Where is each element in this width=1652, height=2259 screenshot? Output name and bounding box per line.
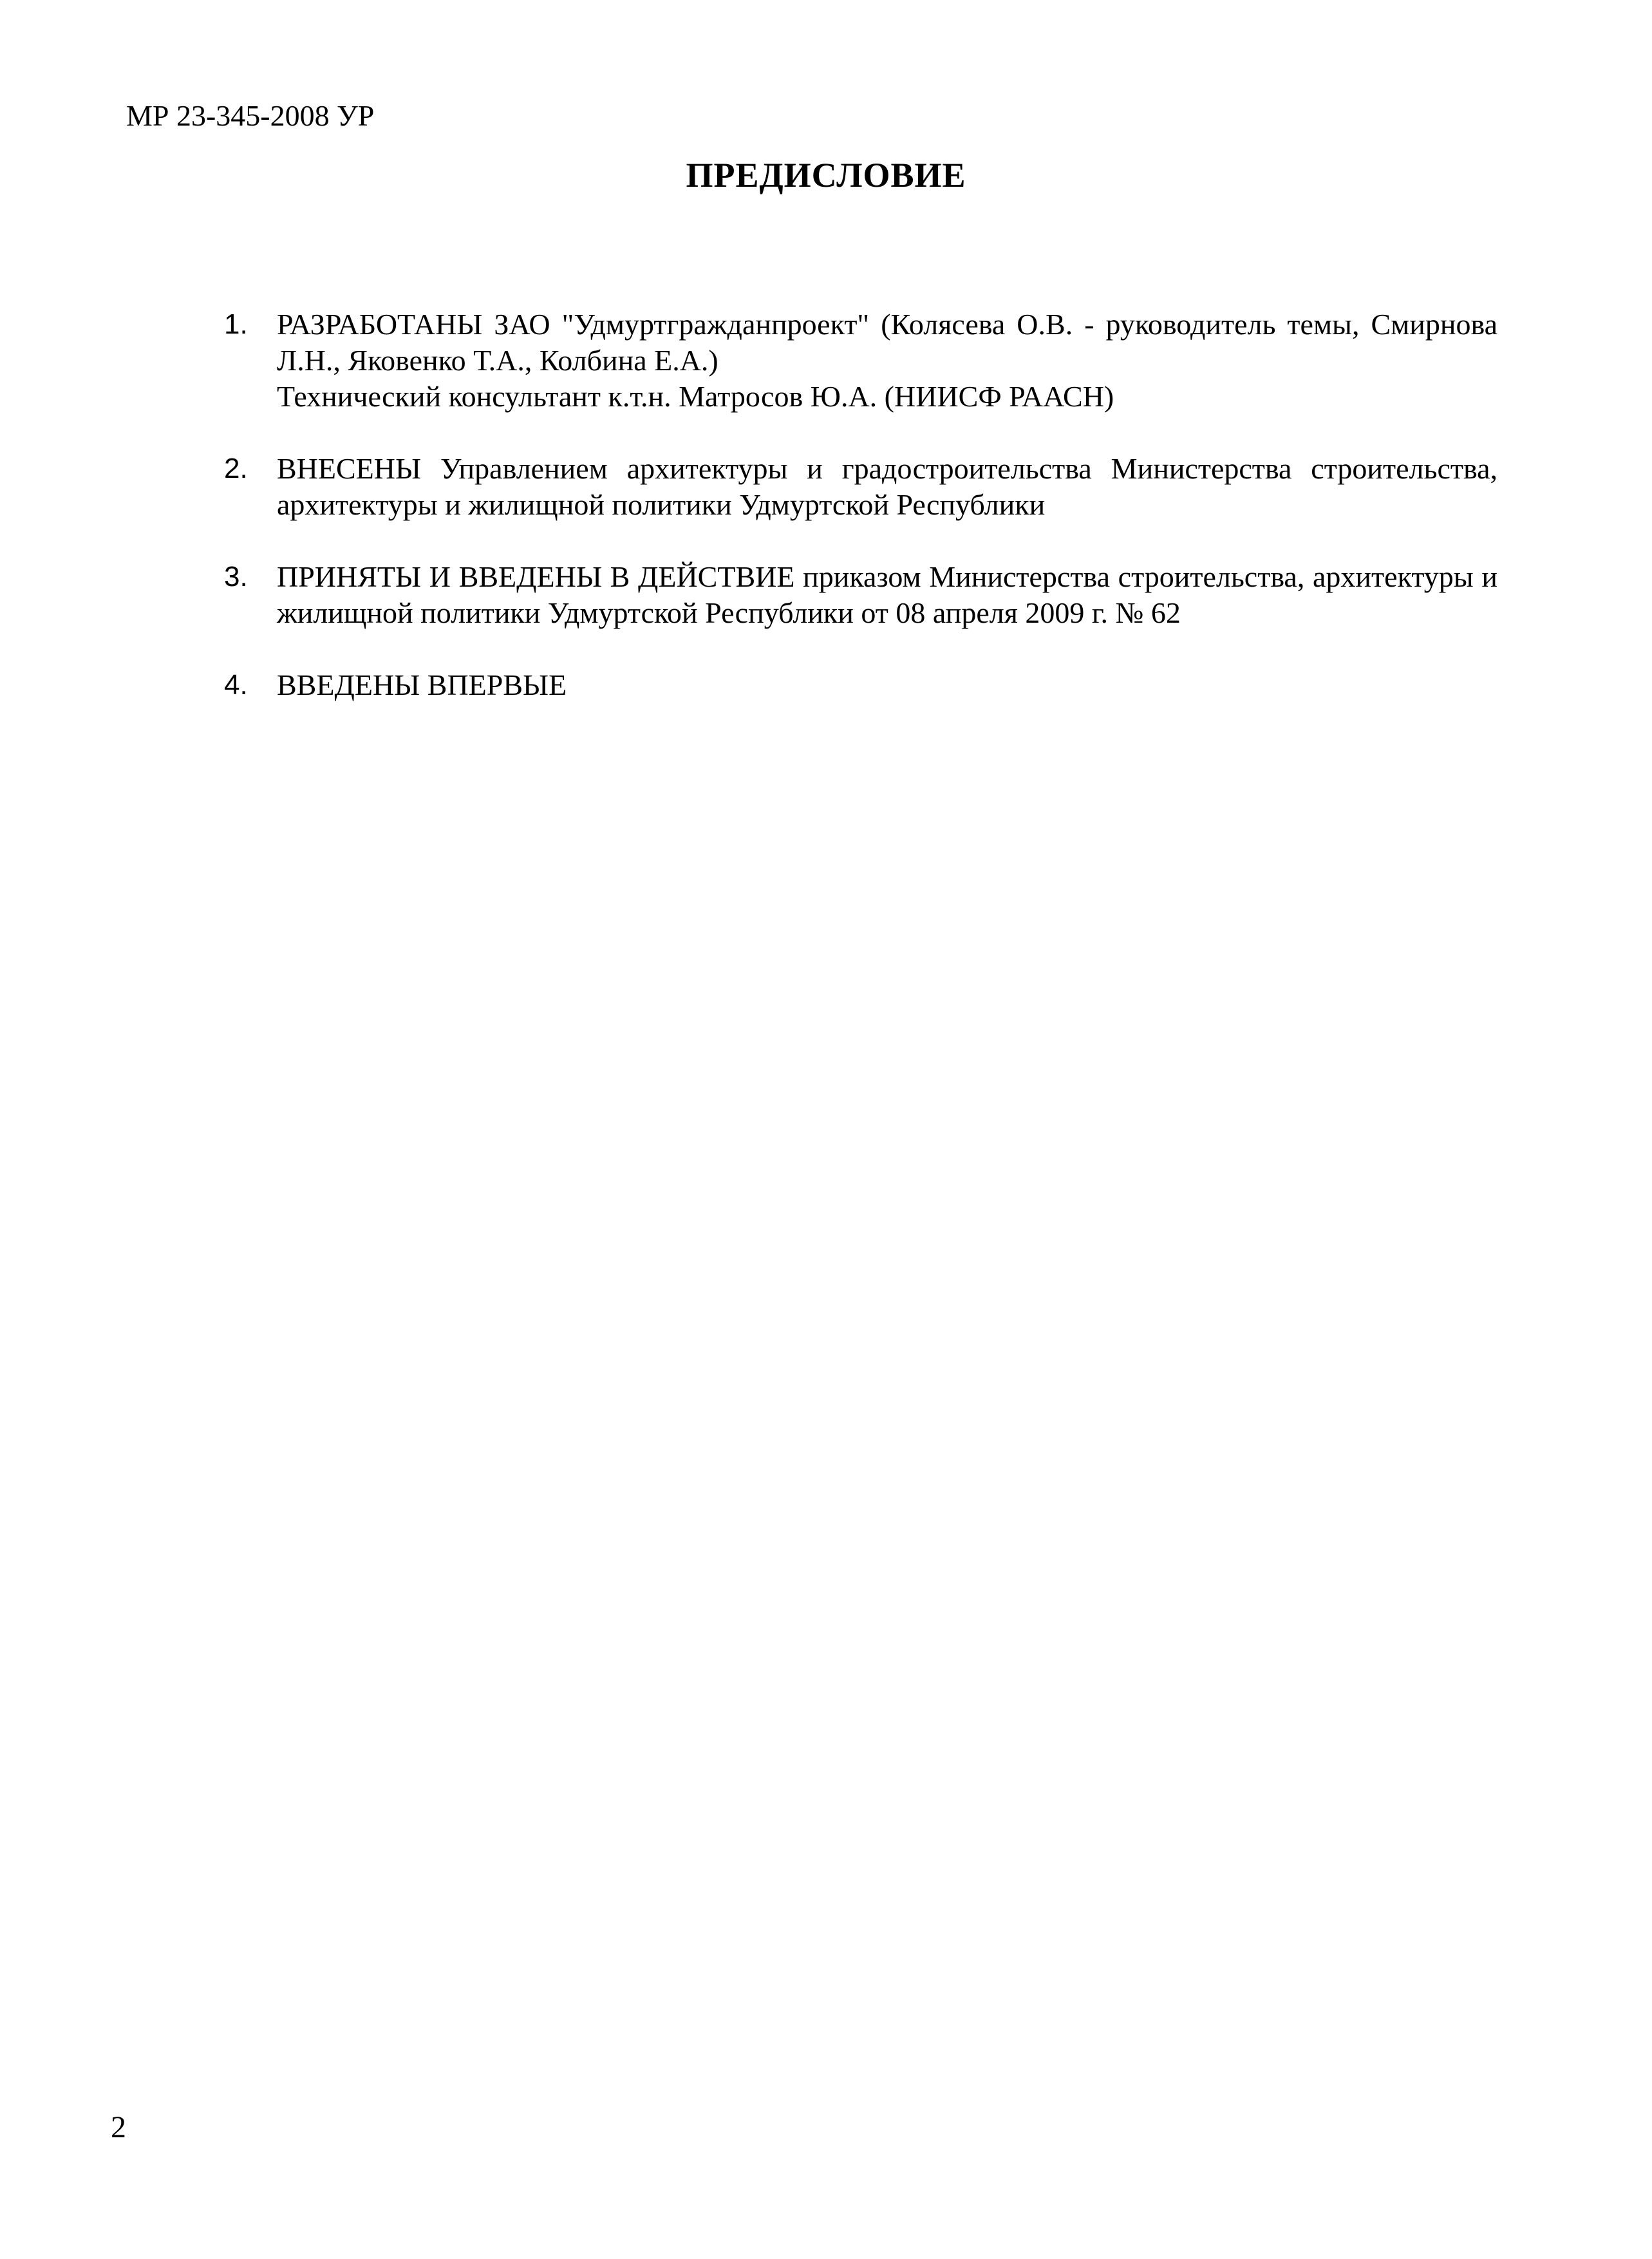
list-item [224, 307, 1497, 415]
list-item [224, 451, 1497, 523]
page-number: 2 [111, 2110, 126, 2144]
item-keyword: ВНЕСЕНЫ [277, 452, 422, 485]
page-title: ПРЕДИСЛОВИЕ [686, 156, 966, 194]
item-number: 3. [224, 561, 248, 592]
item-text: Управлением архитектуры и градостроительства Министерства строительства, архитектуры и жилищной политики Удмуртской Республики [277, 452, 1498, 521]
item-text: приказом Министерства строительства, архитектуры и жилищной политики Удмуртской Республики от 08 апреля 2009 г. № 62 [277, 560, 1498, 629]
item-body [277, 559, 1497, 631]
item-body [277, 667, 1497, 703]
item-keyword: ПРИНЯТЫ И ВВЕДЕНЫ В ДЕЙСТВИЕ [277, 560, 795, 593]
item-extra-line: Технический консультант к.т.н. Матросов Ю.А. (НИИСФ РААСН) [277, 380, 1114, 413]
item-number: 2. [224, 453, 248, 484]
item-number: 1. [224, 308, 248, 340]
item-keyword: ВВЕДЕНЫ ВПЕРВЫЕ [277, 668, 567, 701]
list-item [224, 667, 1497, 703]
document-code: МР 23-345-2008 УР [126, 99, 375, 132]
item-body [277, 451, 1497, 523]
item-body [277, 307, 1497, 379]
item-keyword: РАЗРАБОТАНЫ [277, 308, 483, 341]
preface-list [224, 307, 1497, 739]
list-item [224, 559, 1497, 631]
item-text: ЗАО "Удмуртгражданпроект" (Колясева О.В. - руководитель темы, Смирнова Л.Н., Яковенко Т.А., Колбина Е.А.) [277, 308, 1497, 377]
item-number: 4. [224, 669, 248, 701]
